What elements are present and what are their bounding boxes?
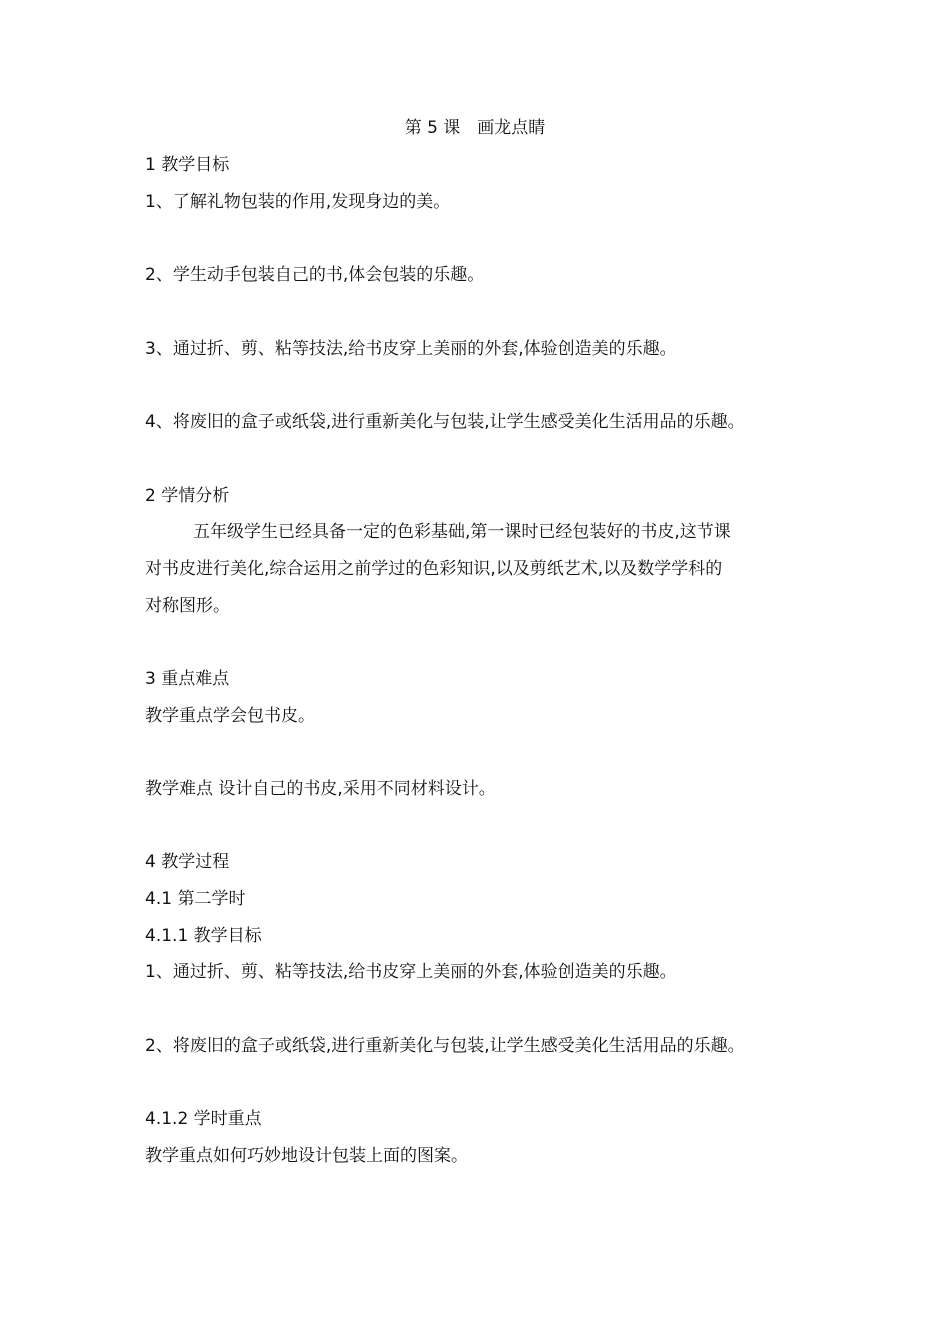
period-key-point-text: 教学重点如何巧妙地设计包装上面的图案。	[145, 1146, 468, 1166]
subsection-heading-period-key-points: 4.1.2 学时重点	[145, 1109, 262, 1129]
section-heading-student-analysis: 2 学情分析	[145, 486, 230, 506]
goal-item-4: 4、将废旧的盒子或纸袋,进行重新美化与包装,让学生感受美化生活用品的乐趣。	[145, 412, 745, 432]
period-goal-item-1: 1、通过折、剪、粘等技法,给书皮穿上美丽的外套,体验创造美的乐趣。	[145, 962, 677, 982]
section-heading-key-points: 3 重点难点	[145, 669, 230, 689]
analysis-line-3: 对称图形。	[145, 596, 230, 616]
section-heading-teaching-process: 4 教学过程	[145, 852, 230, 872]
subsection-heading-second-period: 4.1 第二学时	[145, 889, 246, 909]
difficult-point-text: 教学难点 设计自己的书皮,采用不同材料设计。	[145, 779, 496, 799]
analysis-line-2: 对书皮进行美化,综合运用之前学过的色彩知识,以及剪纸艺术,以及数学学科的	[145, 559, 723, 579]
subsection-heading-period-goals: 4.1.1 教学目标	[145, 926, 262, 946]
goal-item-3: 3、通过折、剪、粘等技法,给书皮穿上美丽的外套,体验创造美的乐趣。	[145, 339, 677, 359]
goal-item-1: 1、了解礼物包装的作用,发现身边的美。	[145, 192, 451, 212]
goal-item-2: 2、学生动手包装自己的书,体会包装的乐趣。	[145, 265, 485, 285]
analysis-line-1: 五年级学生已经具备一定的色彩基础,第一课时已经包装好的书皮,这节课	[193, 522, 731, 542]
lesson-title: 第 5 课 画龙点睛	[404, 118, 546, 138]
key-point-text: 教学重点学会包书皮。	[145, 706, 315, 726]
section-heading-teaching-goals: 1 教学目标	[145, 155, 230, 175]
period-goal-item-2: 2、将废旧的盒子或纸袋,进行重新美化与包装,让学生感受美化生活用品的乐趣。	[145, 1036, 745, 1056]
